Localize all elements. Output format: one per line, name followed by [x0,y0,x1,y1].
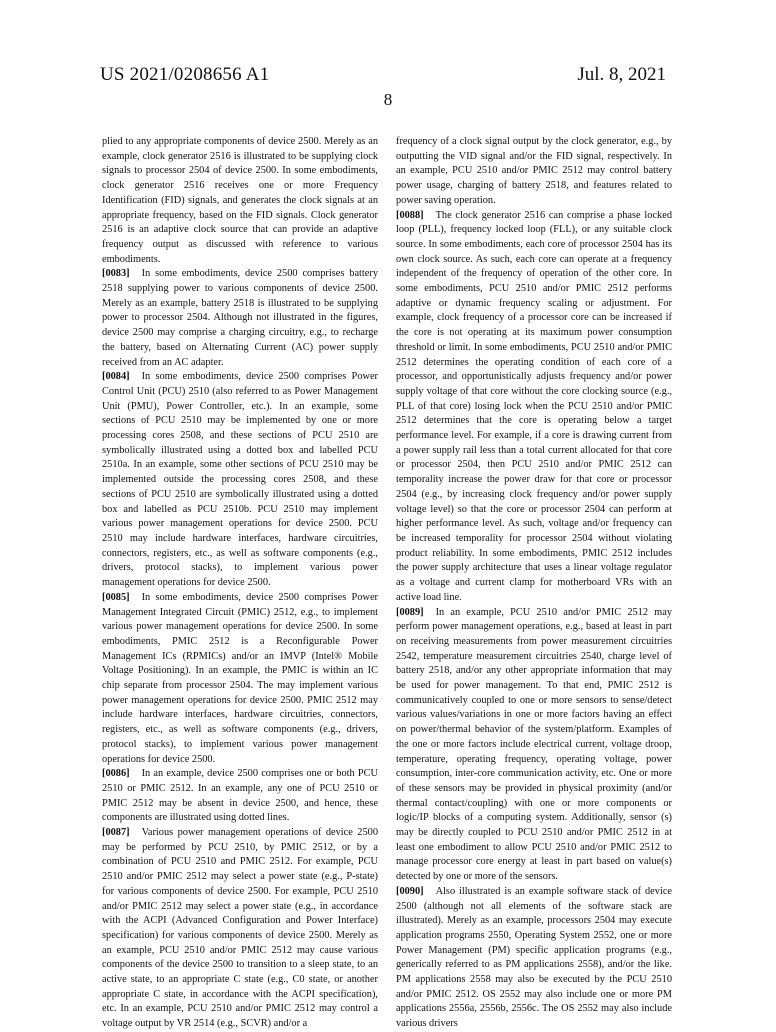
paragraph-text: In an example, device 2500 comprises one or both PCU 2510 or PMIC 2512. In an example, any one of PCU 2510 or PMIC 2512 may be absent in device 2500, and hence, these components are illustrated using dotted lines. [102,768,378,824]
paragraph-number: [0083] [102,268,130,280]
paragraph [396,885,672,1032]
paragraph [396,606,672,885]
paragraph-number: [0087] [102,827,130,839]
paragraph-number: [0089] [396,606,424,618]
paragraph-number: [0090] [396,885,424,897]
paragraph-text: Also illustrated is an example software stack of device 2500 (although not all elements of the software stack are illustrated). Merely as an example, processors 2504 may execute application programs 2550, Operating System 2552, one or more Power Management (PM) specific application programs (e.g., generically referred to as PM applications 2558), and/or the like. PM applications 2558 may also be executed by the PCU 2510 and/or PMIC 2512. OS 2552 may also include one or more PM applications 2556a, 2556b, 2556c. The OS 2552 may also include various drivers [396,885,672,1030]
publication-date: Jul. 8, 2021 [577,64,666,85]
paragraph-text: The clock generator 2516 can comprise a phase locked loop (PLL), frequency locked loop (FLL), or any suitable clock source. In some embodiments, each core of processor 2504 has its own clock source. As such, each core can operate at a frequency independent of the frequency of operation of the other core. In some embodiments, PCU 2510 and/or PMIC 2512 performs adaptive or dynamic frequency scaling or adjustment. For example, clock frequency of a processor core can be increased if the core is not operating at its maximum power consumption threshold or limit. In some embodiments, PCU 2510 and/or PMIC 2512 determines the operating condition of each core of a processor, and opportunistically adjusts frequency and/or power supply voltage of that core without the core clocking source (e.g., PLL of that core) losing lock when the PCU 2510 and/or PMIC 2512 determines that the core is operating below a target performance level. For example, if a core is drawing current from a power supply rail less than a total current allocated for that core or processor 2504, then PCU 2510 and/or PMIC 2512 can temporality increase the power draw for that core or processor 2504 (e.g., by increasing clock frequency and/or power supply voltage level) so that the core or processor 2504 can perform at higher performance level. As such, voltage and/or frequency can be increased temporality for processor 2504 without violating product reliability. In some embodiments, PMIC 2512 includes the power supply architecture that uses a linear voltage regulator as a voltage and current clamp for motherboard VRs with an active load line. [396,209,672,603]
paragraph-text: plied to any appropriate components of device 2500. Merely as an example, clock generator 2516 is illustrated to be supplying clock signals to processor 2504 of device 2500. In some embodiments, clock generator 2516 receives one or more Frequency Identification (FID) signals, and generates the clock signals at an appropriate frequency, based on the FID signals. Clock generator 2516 is an adaptive clock source that can provide an adaptive frequency output as discussed with reference to various embodiments. [102,136,378,265]
paragraph-text: In some embodiments, device 2500 comprises Power Control Unit (PCU) 2510 (also referred to as Power Management Unit (PMU), Power Controller, etc.). In an example, some sections of PCU 2510 may be implemented by one or more processing cores 2508, and these sections of PCU 2510 are symbolically illustrated using a dotted box and labelled PCU 2510a. In an example, some other sections of PCU 2510 may be implemented outside the processing cores 2508, and these sections of PCU 2510 are symbolically illustrated using a dotted box and labelled as PCU 2510b. PCU 2510 may implement various power management operations for device 2500. PCU 2510 may include hardware interfaces, hardware circuitries, connectors, registers, etc., as well as software components (e.g., drivers, protocol stacks), to implement various power management operations for device 2500. [102,371,378,589]
right-text-column [396,135,672,1032]
publication-number: US 2021/0208656 A1 [100,64,270,85]
paragraph-text: In an example, PCU 2510 and/or PMIC 2512 may perform power management operations, e.g., based at least in part on receiving measurements from power measurement circuitries 2542, temperature measurement circuitries 2540, charge level of battery 2518, and/or any other appropriate information that may be used for power management. To that end, PMIC 2512 is communicatively coupled to one or more sensors to sense/detect various values/variations in one or more factors having an effect on power/thermal behavior of the system/platform. Examples of the one or more factors include electrical current, voltage droop, temperature, operating frequency, operating voltage, power consumption, inter-core communication activity, etc. One or more of these sensors may be provided in physical proximity (and/or thermal contact/coupling) with one or more components or logic/IP blocks of a computing system. Additionally, sensor (s) may be directly coupled to PCU 2510 and/or PMIC 2512 in at least one embodiment to allow PCU 2510 and/or PMIC 2512 to manage processor core energy at least in part based on value(s) detected by one or more of the sensors. [396,606,672,883]
paragraph-number: [0085] [102,591,130,603]
left-text-column [102,135,378,1032]
paragraph-text: In some embodiments, device 2500 comprises Power Management Integrated Circuit (PMIC) 2512, e.g., to implement various power management operations for device 2500. In some embodiments, PMIC 2512 is a Reconfigurable Power Management ICs (RPMICs) and/or an IMVP (Intel® Mobile Voltage Positioning). In an example, the PMIC is within an IC chip separate from processor 2504. The may implement various power management operations for device 2500. PMIC 2512 may include hardware interfaces, hardware circuitries, connectors, registers, etc., as well as software components (e.g., drivers, protocol stacks), to implement various power management operations for device 2500. [102,591,378,765]
paragraph-number: [0084] [102,371,130,383]
page-number: 8 [383,90,393,109]
paragraph-text: In some embodiments, device 2500 comprises battery 2518 supplying power to various components of device 2500. Merely as an example, battery 2518 is illustrated to be supplying power to processor 2504. Although not illustrated in the figures, device 2500 may comprise a charging circuitry, e.g., to recharge the battery, based on Alternating Current (AC) power supply received from an AC adapter. [102,268,378,368]
paragraph [396,209,672,606]
paragraph-text: Various power management operations of device 2500 may be performed by PCU 2510, by PMIC 2512, or by a combination of PCU 2510 and PMIC 2512. For example, PCU 2510 and/or PMIC 2512 may select a power state (e.g., P-state) for various components of device 2500. For example, PCU 2510 and/or PMIC 2512 may select a power state (e.g., in accordance with the ACPI (Advanced Configuration and Power Interface) specification) for various components of device 2500. Merely as an example, PCU 2510 and/or PMIC 2512 may cause various components of the device 2500 to transition to a sleep state, to an active state, to an appropriate C state (e.g., C0 state, or another appropriate C state, in accordance with the ACPI specification), etc. In an example, PCU 2510 and/or PMIC 2512 may control a voltage output by VR 2514 (e.g., SCVR) and/or a [102,827,378,1030]
paragraph [102,767,378,826]
paragraph [102,591,378,767]
paragraph [102,267,378,370]
paragraph-text: frequency of a clock signal output by the clock generator, e.g., by outputting the VID signal and/or the FID signal, respectively. In an example, PCU 2510 and/or PMIC 2512 may control battery power usage, charging of battery 2518, and features related to power saving operation. [396,136,672,206]
paragraph [102,826,378,1032]
paragraph [102,370,378,591]
paragraph [102,135,378,267]
paragraph-number: [0088] [396,209,424,221]
paragraph-number: [0086] [102,768,130,780]
paragraph [396,135,672,209]
